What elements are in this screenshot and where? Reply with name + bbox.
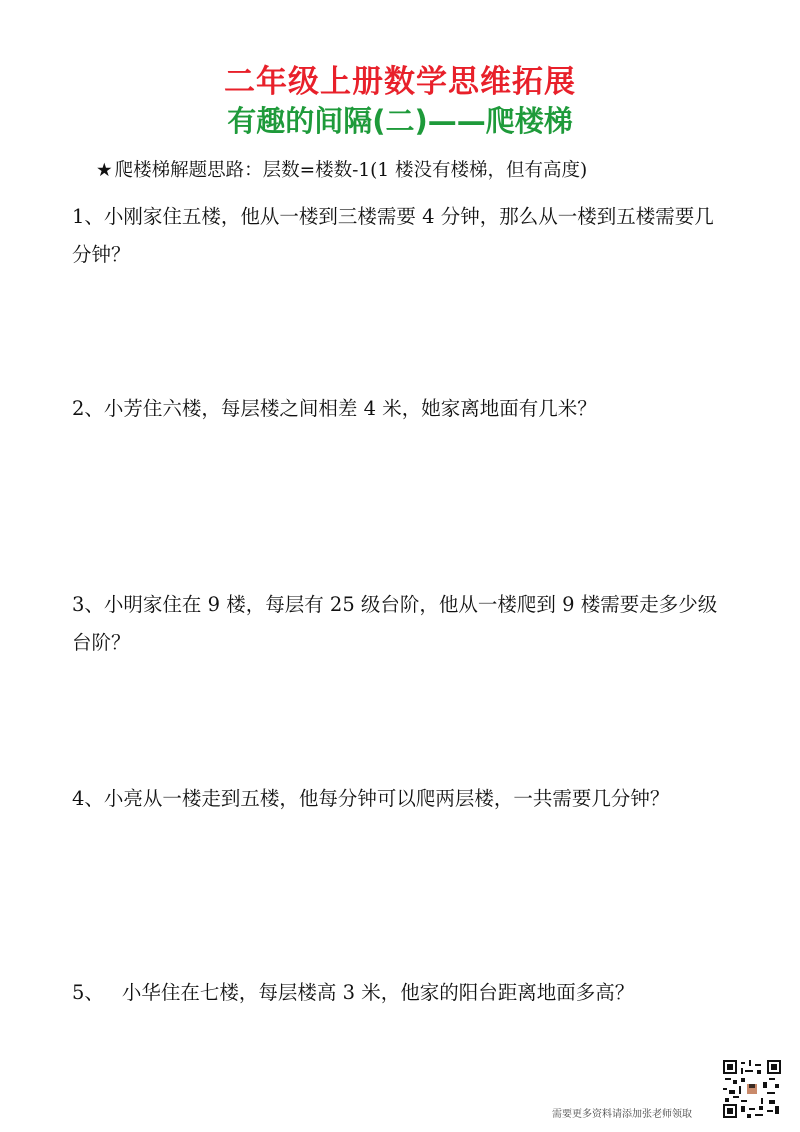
page-title: 二年级上册数学思维拓展 bbox=[224, 64, 576, 100]
question-text: 小华住在七楼，每层楼高 3 米，他家的阳台距离地面多高？ bbox=[121, 981, 635, 1004]
qr-code-icon[interactable] bbox=[723, 1060, 781, 1118]
question-text: 小亮从一楼走到五楼，他每分钟可以爬两层楼，一共需要几分钟？ bbox=[103, 787, 670, 810]
question-number: 2、 bbox=[72, 397, 104, 420]
question-1 bbox=[72, 198, 732, 274]
question-number: 1、 bbox=[72, 205, 104, 228]
footer-note: 需要更多资料请添加张老师领取 bbox=[552, 1109, 692, 1120]
page-subtitle: 有趣的间隔(二)——爬楼梯 bbox=[227, 104, 573, 138]
question-3 bbox=[72, 586, 732, 662]
question-text: 小明家住在 9 楼，每层有 25 级台阶，他从一楼爬到 9 楼需要走多少级台阶？ bbox=[72, 593, 718, 654]
question-number: 4、 bbox=[72, 787, 104, 810]
question-number: 5、 bbox=[72, 981, 104, 1004]
tip-text: 爬楼梯解题思路：层数=楼数-1(1 楼没有楼梯，但有高度) bbox=[114, 160, 588, 181]
star-icon: ★ bbox=[96, 160, 113, 181]
question-5 bbox=[72, 974, 732, 1012]
solving-tip bbox=[96, 156, 587, 182]
question-text: 小刚家住五楼，他从一楼到三楼需要 4 分钟，那么从一楼到五楼需要几分钟？ bbox=[72, 205, 714, 266]
question-text: 小芳住六楼，每层楼之间相差 4 米，她家离地面有几米？ bbox=[103, 397, 597, 420]
question-4 bbox=[72, 780, 732, 818]
question-number: 3、 bbox=[72, 593, 104, 616]
question-2 bbox=[72, 390, 732, 428]
